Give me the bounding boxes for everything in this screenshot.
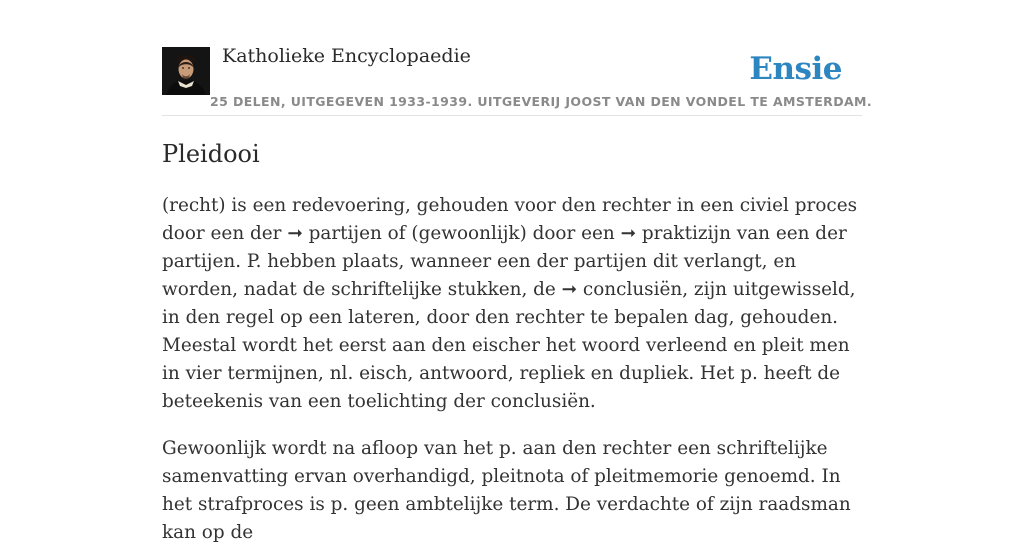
paragraph-text: (recht) is een redevoering, gehouden voor den rechter in een civiel proces door een der: [162, 195, 858, 244]
site-title[interactable]: Katholieke Encyclopaedie: [222, 45, 471, 67]
paragraph-text: of (gewoonlijk) door een: [381, 223, 621, 244]
site-header: [162, 0, 873, 116]
portrait-avatar[interactable]: [162, 47, 210, 95]
arrow-icon: ➞: [561, 279, 578, 300]
paragraph-text: , zijn uitgewisseld, in den regel op een lateren, door den rechter te bepalen dag, gehouden. Meestal wordt het eerst aan den eischer het woord verleend en pleit men in vier termijnen, nl. eisch, antwoord, repliek en dupliek. Het p. heeft de beteekenis van een toelichting der conclusiën.: [162, 279, 856, 412]
link-conclusien[interactable]: conclusiën: [582, 279, 683, 300]
brand-logo[interactable]: Ensie: [749, 51, 842, 87]
link-partijen[interactable]: partijen: [308, 223, 382, 244]
paragraph-text: van een der partijen. P. hebben plaats, wanneer een der partijen dit verlangt, en worden, nadat de schriftelijke stukken, de: [162, 223, 847, 300]
site-subtitle: 25 DELEN, UITGEGEVEN 1933-1939. UITGEVERIJ JOOST VAN DEN VONDEL TE AMSTERDAM.: [210, 94, 873, 109]
link-praktizijn[interactable]: praktizijn: [641, 223, 731, 244]
arrow-icon: ➞: [620, 223, 637, 244]
arrow-icon: ➞: [287, 223, 303, 244]
portrait-avatar-image: [162, 47, 210, 95]
article-paragraph-2: Gewoonlijk wordt na afloop van het p. aan den rechter een schriftelijke samenvatting ervan overhandigd, pleitnota of pleitmemorie genoemd. In het strafproces is p. geen ambtelijke term. De verdachte of zijn raadsman kan op de: [162, 438, 851, 543]
article: [162, 136, 862, 547]
article-paragraph-1: [162, 192, 862, 416]
article-title: Pleidooi: [162, 140, 260, 168]
